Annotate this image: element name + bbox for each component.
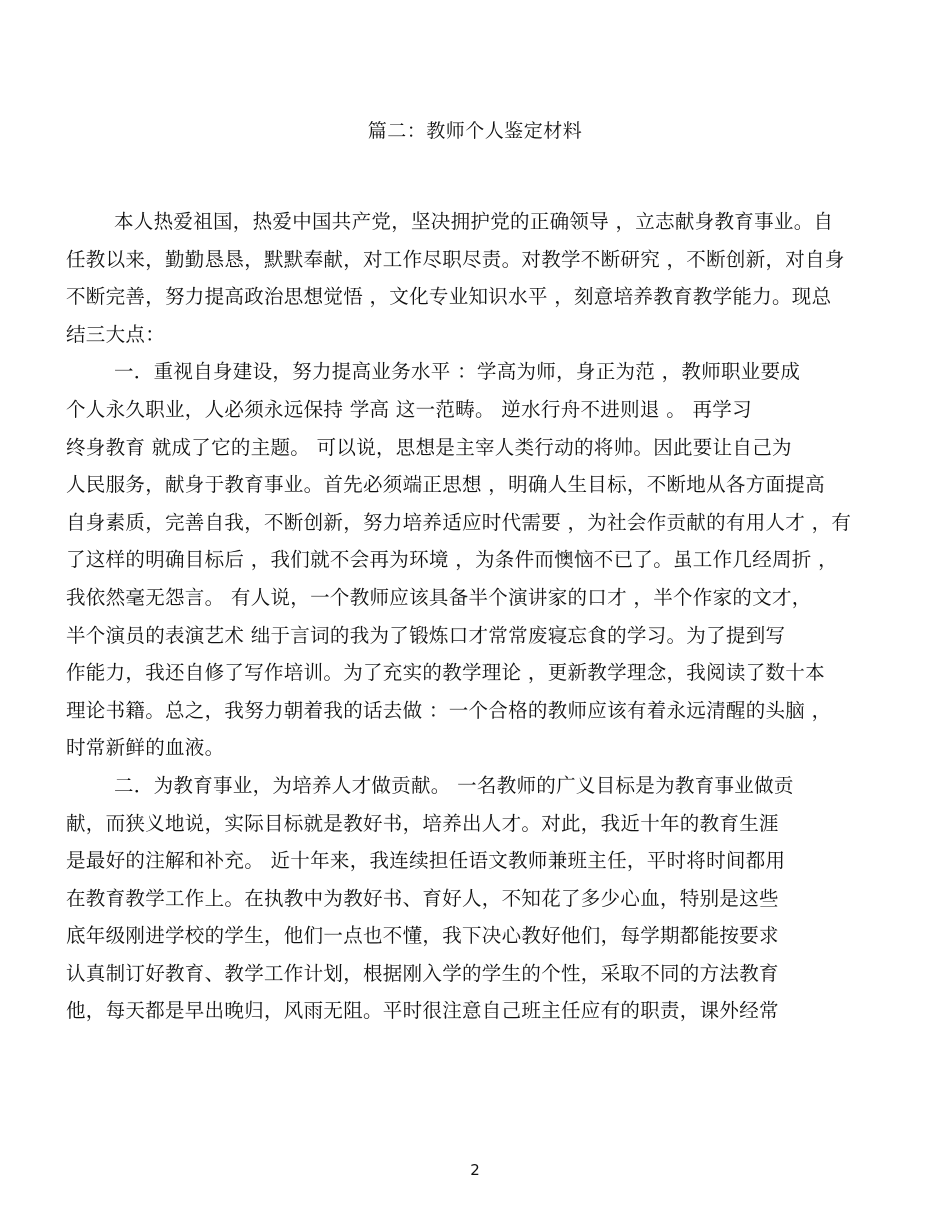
paragraph-line: 底年级刚进学校的学生，他们一点也不懂，我下决心教好他们，每学期都能按要求 [66,924,779,948]
paragraph-line: 他，每天都是早出晚归，风雨无阻。平时很注意自己班主任应有的职责，课外经常 [66,999,779,1023]
paragraph-line: 终身教育 就成了它的主题。 可以说，思想是主宰人类行动的将帅。因此要让自己为 [66,435,792,459]
paragraph-line: 不断完善，努力提高政治思想觉悟 ，文化专业知识水平 ，刻意培养教育教学能力。现总 [66,285,832,309]
paragraph-line: 结三大点： [66,322,166,346]
paragraph-line: 一．重视自身建设，努力提高业务水平 ：学高为师，身正为范 ，教师职业要成 [114,360,801,384]
document-body [66,203,896,1030]
paragraph-line: 半个演员的表演艺术 绌于言词的我为了锻炼口才常常废寝忘食的学习。为了提到写 [66,623,786,647]
paragraph-line: 是最好的注解和补充。 近十年来，我连续担任语文教师兼班主任，平时将时间都用 [66,849,786,873]
paragraph-line: 个人永久职业，人必须永远保持 学高 这一范畴。 逆水行舟不进则退 。 再学习 [66,397,752,421]
paragraph-line: 本人热爱祖国，热爱中国共产党，坚决拥护党的正确领导 ，立志献身教育事业。自 [114,210,834,233]
paragraph-line: 时常新鲜的血液。 [66,736,225,760]
paragraph-line: 人民服务，献身于教育事业。首先必须端正思想 ，明确人生目标，不断地从各方面提高 [66,473,825,497]
paragraph-line: 献，而狭义地说，实际目标就是教好书，培养出人才。对此，我近十年的教育生涯 [66,811,779,835]
paragraph-line: 我依然毫无怨言。 有人说，一个教师应该具备半个演讲家的口才 ，半个作家的文才， [66,585,812,609]
paragraph-line: 自身素质，完善自我，不断创新，努力培养适应时代需要 ，为社会作贡献的有用人才 ，有 [66,510,852,534]
paragraph-line: 了这样的明确目标后 ，我们就不会再为环境 ，为条件而懊恼不已了。虽工作几经周折 ， [66,548,838,572]
paragraph-line: 认真制订好教育、教学工作计划，根据刚入学的学生的个性，采取不同的方法教育 [66,961,779,985]
document-title: 篇二：教师个人鉴定材料 [367,120,583,142]
paragraph-line: 作能力，我还自修了写作培训。为了充实的教学理论 ，更新教学理念，我阅读了数十本 [66,661,825,685]
paragraph-line: 在教育教学工作上。在执教中为教好书、育好人，不知花了多少心血，特别是这些 [66,886,779,910]
paragraph-line: 任教以来，勤勤恳恳，默默奉献，对工作尽职尽责。对教学不断研究 ，不断创新，对自身 [66,247,845,271]
paragraph-line: 二．为教育事业，为培养人才做贡献。 一名教师的广义目标是为教育事业做贡 [114,773,794,797]
page-number: 2 [470,1161,480,1179]
paragraph-line: 理论书籍。总之，我努力朝着我的话去做 ：一个合格的教师应该有着永远清醒的头脑 ， [66,698,832,722]
